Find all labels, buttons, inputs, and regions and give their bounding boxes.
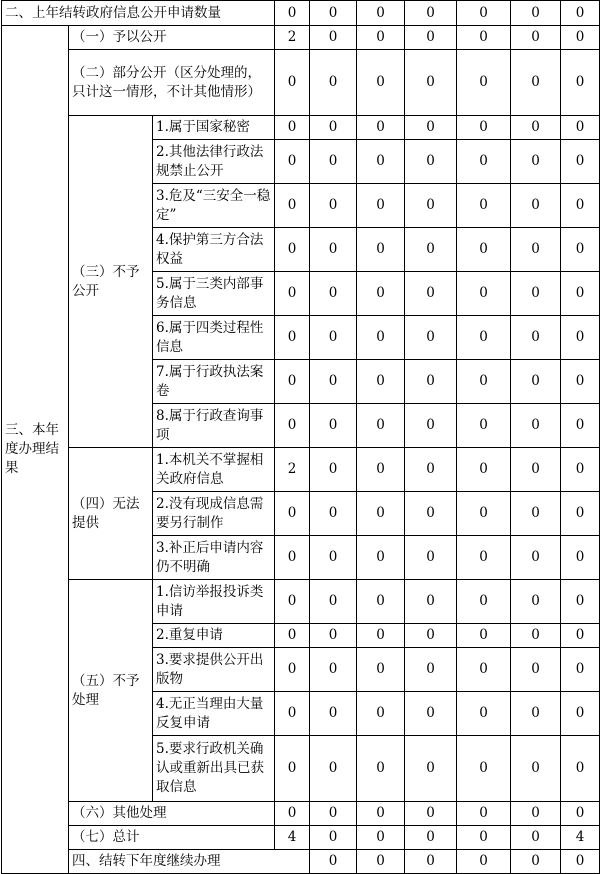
value-cell: 0 [275, 580, 310, 624]
value-cell: 0 [357, 1, 405, 26]
value-cell: 0 [357, 50, 405, 116]
value-cell: 0 [511, 50, 561, 116]
value-cell: 4 [275, 826, 310, 850]
value-cell: 0 [405, 26, 457, 50]
table-row [2, 448, 600, 492]
value-cell: 0 [310, 50, 357, 116]
value-cell: 0 [275, 624, 310, 648]
value-cell: 0 [357, 802, 405, 826]
value-cell: 0 [457, 448, 511, 492]
value-cell: 0 [457, 140, 511, 184]
value-cell: 0 [357, 316, 405, 360]
value-cell: 0 [405, 624, 457, 648]
value-cell: 0 [511, 580, 561, 624]
value-cell: 0 [457, 50, 511, 116]
item-label: 1.属于国家秘密 [153, 116, 275, 140]
value-cell: 0 [457, 580, 511, 624]
value-cell: 0 [511, 26, 561, 50]
table-row [2, 802, 600, 826]
value-cell: 0 [405, 1, 457, 26]
value-cell: 0 [511, 360, 561, 404]
value-cell: 0 [405, 404, 457, 448]
item-label: 5.属于三类内部事务信息 [153, 272, 275, 316]
value-cell: 0 [561, 272, 600, 316]
value-cell: 0 [561, 1, 600, 26]
value-cell: 0 [457, 184, 511, 228]
value-cell: 0 [357, 648, 405, 692]
value-cell: 0 [457, 492, 511, 536]
value-cell: 0 [275, 692, 310, 736]
value-cell: 0 [405, 316, 457, 360]
value-cell: 0 [561, 404, 600, 448]
value-cell: 0 [310, 360, 357, 404]
value-cell: 0 [457, 648, 511, 692]
value-cell: 0 [511, 648, 561, 692]
value-cell: 0 [561, 140, 600, 184]
value-cell: 0 [561, 116, 600, 140]
item-label: 7.属于行政执法案卷 [153, 360, 275, 404]
value-cell: 0 [275, 536, 310, 580]
item-label: 3.要求提供公开出版物 [153, 648, 275, 692]
row-label: 二、上年结转政府信息公开申请数量 [2, 1, 275, 26]
value-cell: 0 [275, 228, 310, 272]
value-cell: 0 [561, 228, 600, 272]
item-label: 6.属于四类过程性信息 [153, 316, 275, 360]
value-cell: 0 [310, 850, 357, 874]
value-cell: 0 [310, 116, 357, 140]
value-cell: 0 [405, 850, 457, 874]
value-cell: 0 [561, 648, 600, 692]
value-cell: 0 [561, 802, 600, 826]
value-cell: 0 [405, 184, 457, 228]
value-cell: 0 [457, 316, 511, 360]
value-cell: 0 [405, 536, 457, 580]
value-cell: 0 [357, 850, 405, 874]
value-cell: 0 [310, 826, 357, 850]
value-cell: 0 [275, 360, 310, 404]
value-cell: 0 [357, 536, 405, 580]
value-cell: 0 [357, 404, 405, 448]
value-cell: 0 [405, 492, 457, 536]
value-cell: 2 [275, 448, 310, 492]
row-label: （七）总计 [69, 826, 275, 850]
table-row [2, 26, 600, 50]
value-cell: 0 [310, 536, 357, 580]
value-cell: 0 [405, 802, 457, 826]
value-cell: 0 [405, 448, 457, 492]
value-cell: 0 [310, 316, 357, 360]
value-cell: 0 [310, 404, 357, 448]
item-label: 2.没有现成信息需要另行制作 [153, 492, 275, 536]
value-cell: 0 [275, 404, 310, 448]
value-cell: 0 [511, 272, 561, 316]
value-cell: 0 [310, 184, 357, 228]
value-cell: 0 [511, 850, 561, 874]
value-cell: 0 [511, 736, 561, 802]
value-cell: 0 [405, 736, 457, 802]
value-cell: 0 [457, 116, 511, 140]
value-cell: 0 [357, 826, 405, 850]
group-label: （五）不予处理 [69, 580, 153, 802]
value-cell: 0 [457, 404, 511, 448]
section-three-label: 三、本年度办理结果 [2, 26, 69, 874]
value-cell: 0 [405, 648, 457, 692]
value-cell: 0 [310, 648, 357, 692]
value-cell: 0 [310, 228, 357, 272]
value-cell: 0 [457, 692, 511, 736]
item-label: 4.无正当理由大量反复申请 [153, 692, 275, 736]
value-cell: 0 [357, 140, 405, 184]
value-cell: 0 [357, 272, 405, 316]
value-cell: 0 [457, 360, 511, 404]
value-cell: 0 [357, 228, 405, 272]
value-cell: 0 [310, 448, 357, 492]
item-label: 2.其他法律行政法规禁止公开 [153, 140, 275, 184]
value-cell: 0 [457, 736, 511, 802]
value-cell: 0 [275, 648, 310, 692]
value-cell: 0 [561, 492, 600, 536]
value-cell: 0 [457, 536, 511, 580]
value-cell: 0 [275, 492, 310, 536]
value-cell: 0 [310, 692, 357, 736]
value-cell: 0 [405, 228, 457, 272]
value-cell: 0 [457, 826, 511, 850]
value-cell: 0 [561, 184, 600, 228]
value-cell: 0 [310, 802, 357, 826]
value-cell: 0 [405, 272, 457, 316]
row-label: （六）其他处理 [69, 802, 275, 826]
value-cell: 0 [310, 140, 357, 184]
value-cell: 0 [275, 1, 310, 26]
value-cell: 0 [275, 184, 310, 228]
value-cell: 0 [357, 184, 405, 228]
item-label: 1.信访举报投诉类申请 [153, 580, 275, 624]
item-label: 8.属于行政查询事项 [153, 404, 275, 448]
value-cell: 0 [511, 692, 561, 736]
value-cell: 0 [310, 26, 357, 50]
value-cell: 0 [511, 1, 561, 26]
value-cell: 0 [357, 736, 405, 802]
value-cell: 0 [511, 316, 561, 360]
item-label: 5.要求行政机关确认或重新出具已获取信息 [153, 736, 275, 802]
value-cell: 0 [561, 360, 600, 404]
table-row [2, 850, 600, 874]
table-row [2, 826, 600, 850]
value-cell: 0 [357, 492, 405, 536]
value-cell: 0 [457, 802, 511, 826]
value-cell: 0 [357, 448, 405, 492]
value-cell: 0 [511, 826, 561, 850]
value-cell: 0 [457, 228, 511, 272]
value-cell: 0 [511, 536, 561, 580]
value-cell: 0 [457, 26, 511, 50]
value-cell: 0 [357, 692, 405, 736]
value-cell: 0 [457, 1, 511, 26]
value-cell: 0 [511, 624, 561, 648]
item-label: 4.保护第三方合法权益 [153, 228, 275, 272]
value-cell: 0 [457, 624, 511, 648]
table-row [2, 580, 600, 624]
disclosure-table [1, 0, 600, 874]
row-label: （二）部分公开（区分处理的，只计这一情形，不计其他情形） [69, 50, 275, 116]
value-cell: 0 [405, 692, 457, 736]
row-label: （一）予以公开 [69, 26, 275, 50]
value-cell: 0 [511, 184, 561, 228]
value-cell: 0 [561, 50, 600, 116]
value-cell: 0 [405, 50, 457, 116]
value-cell: 0 [275, 116, 310, 140]
value-cell: 0 [405, 580, 457, 624]
value-cell: 4 [561, 826, 600, 850]
value-cell: 0 [310, 580, 357, 624]
value-cell: 0 [275, 316, 310, 360]
value-cell: 0 [561, 316, 600, 360]
value-cell: 0 [561, 624, 600, 648]
value-cell: 0 [275, 802, 310, 826]
table-row [2, 116, 600, 140]
value-cell: 0 [561, 736, 600, 802]
value-cell: 0 [511, 448, 561, 492]
value-cell: 2 [275, 26, 310, 50]
value-cell: 0 [457, 850, 511, 874]
value-cell: 0 [561, 536, 600, 580]
item-label: 2.重复申请 [153, 624, 275, 648]
value-cell: 0 [357, 116, 405, 140]
table-row [2, 50, 600, 116]
value-cell: 0 [275, 50, 310, 116]
group-label: （四）无法提供 [69, 448, 153, 580]
value-cell: 0 [561, 448, 600, 492]
value-cell: 0 [310, 492, 357, 536]
value-cell: 0 [310, 736, 357, 802]
value-cell: 0 [357, 26, 405, 50]
value-cell: 0 [457, 272, 511, 316]
value-cell: 0 [561, 850, 600, 874]
value-cell: 0 [357, 580, 405, 624]
value-cell: 0 [310, 1, 357, 26]
item-label: 3.补正后申请内容仍不明确 [153, 536, 275, 580]
value-cell: 0 [310, 624, 357, 648]
value-cell: 0 [405, 360, 457, 404]
value-cell: 0 [405, 140, 457, 184]
value-cell: 0 [357, 360, 405, 404]
value-cell: 0 [561, 26, 600, 50]
table-row [2, 1, 600, 26]
value-cell: 0 [511, 404, 561, 448]
value-cell: 0 [310, 272, 357, 316]
value-cell: 0 [275, 272, 310, 316]
value-cell: 0 [561, 580, 600, 624]
value-cell: 0 [511, 492, 561, 536]
value-cell: 0 [511, 228, 561, 272]
row-label: 四、结转下年度继续办理 [69, 850, 310, 874]
value-cell: 0 [511, 140, 561, 184]
value-cell: 0 [511, 802, 561, 826]
value-cell: 0 [405, 826, 457, 850]
value-cell: 0 [275, 140, 310, 184]
item-label: 1.本机关不掌握相关政府信息 [153, 448, 275, 492]
item-label: 3.危及“三安全一稳定” [153, 184, 275, 228]
value-cell: 0 [405, 116, 457, 140]
value-cell: 0 [275, 736, 310, 802]
value-cell: 0 [561, 692, 600, 736]
value-cell: 0 [511, 116, 561, 140]
value-cell: 0 [357, 624, 405, 648]
group-label: （三）不予公开 [69, 116, 153, 448]
